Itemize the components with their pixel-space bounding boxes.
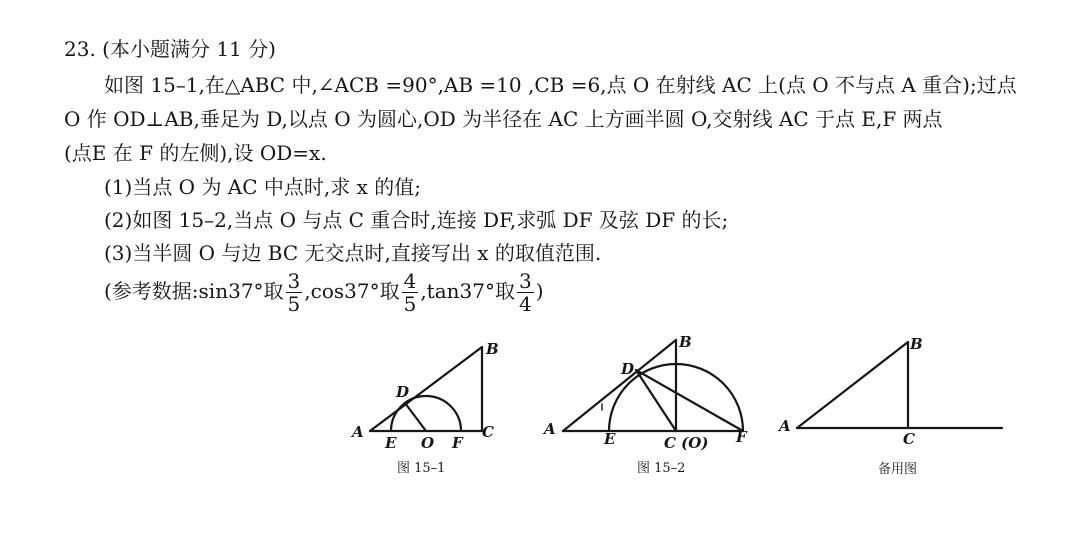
fig2-segment-ab <box>563 340 676 431</box>
fig2-segment-dc <box>636 370 676 431</box>
cos-denominator: 5 <box>403 292 417 316</box>
fig1-semicircle <box>391 396 461 431</box>
stem-line-2: O 作 OD⊥AB,垂足为 D,以点 O 为圆心,OD 为半径在 AC 上方画半圆 O,交射线 AC 于点 E,F 两点 <box>64 107 943 131</box>
fig2-label-a: A <box>544 420 556 438</box>
fig2-label-e: E <box>604 430 616 448</box>
fig3-label-b: B <box>910 335 923 353</box>
fig1-caption: 图 15–1 <box>397 461 446 476</box>
problem-header: 23. (本小题满分 11 分) <box>64 37 276 61</box>
fig1-label-o: O <box>421 434 435 452</box>
fig1-segment-ab <box>370 347 482 431</box>
fig2-label-d: D <box>621 360 635 378</box>
fig1-label-e: E <box>385 434 397 452</box>
fig2-label-c-o: C (O) <box>664 434 709 452</box>
reference-prefix: (参考数据: <box>104 279 199 303</box>
fig3-segment-ab <box>797 342 908 428</box>
stem-line-1: 如图 15–1,在△ABC 中,∠ACB =90°,AB =10 ,CB =6,点 O 在射线 AC 上(点 O 不与点 A 重合);过点 <box>104 73 1017 97</box>
reference-sin-label: sin37°取 <box>198 279 284 303</box>
fig2-label-f: F <box>736 428 747 446</box>
fig3-caption: 备用图 <box>878 462 918 477</box>
stem-line-3: (点E 在 F 的左侧),设 OD=x. <box>64 141 327 165</box>
reference-tan-label: ,tan37°取 <box>420 279 515 303</box>
question-3: (3)当半圆 O 与边 BC 无交点时,直接写出 x 的取值范围. <box>104 241 602 265</box>
fig1-label-d: D <box>396 383 410 401</box>
cos-numerator: 4 <box>403 269 417 293</box>
figure-spare <box>797 342 1002 428</box>
fig1-label-f: F <box>452 434 463 452</box>
figure-15-1 <box>370 347 482 431</box>
fig2-caption: 图 15–2 <box>637 461 686 476</box>
sin-denominator: 5 <box>287 292 301 316</box>
tan-numerator: 3 <box>518 269 532 293</box>
figure-15-2 <box>563 340 743 431</box>
fig1-label-c: C <box>482 423 494 441</box>
fig3-label-c: C <box>903 430 915 448</box>
reference-cos-label: ,cos37°取 <box>304 279 400 303</box>
tan-denominator: 4 <box>518 292 532 316</box>
sin-numerator: 3 <box>287 269 301 293</box>
fig1-label-a: A <box>352 423 364 441</box>
fig1-segment-od <box>405 403 426 431</box>
reference-suffix: ) <box>535 279 544 303</box>
fig2-label-b: B <box>679 333 692 351</box>
question-1: (1)当点 O 为 AC 中点时,求 x 的值; <box>104 175 421 199</box>
question-2: (2)如图 15–2,当点 O 与点 C 重合时,连接 DF,求弧 DF 及弦 DF 的长; <box>104 208 729 232</box>
fig3-label-a: A <box>779 417 791 435</box>
fig1-label-b: B <box>486 340 499 358</box>
fig2-segment-df <box>636 370 743 431</box>
